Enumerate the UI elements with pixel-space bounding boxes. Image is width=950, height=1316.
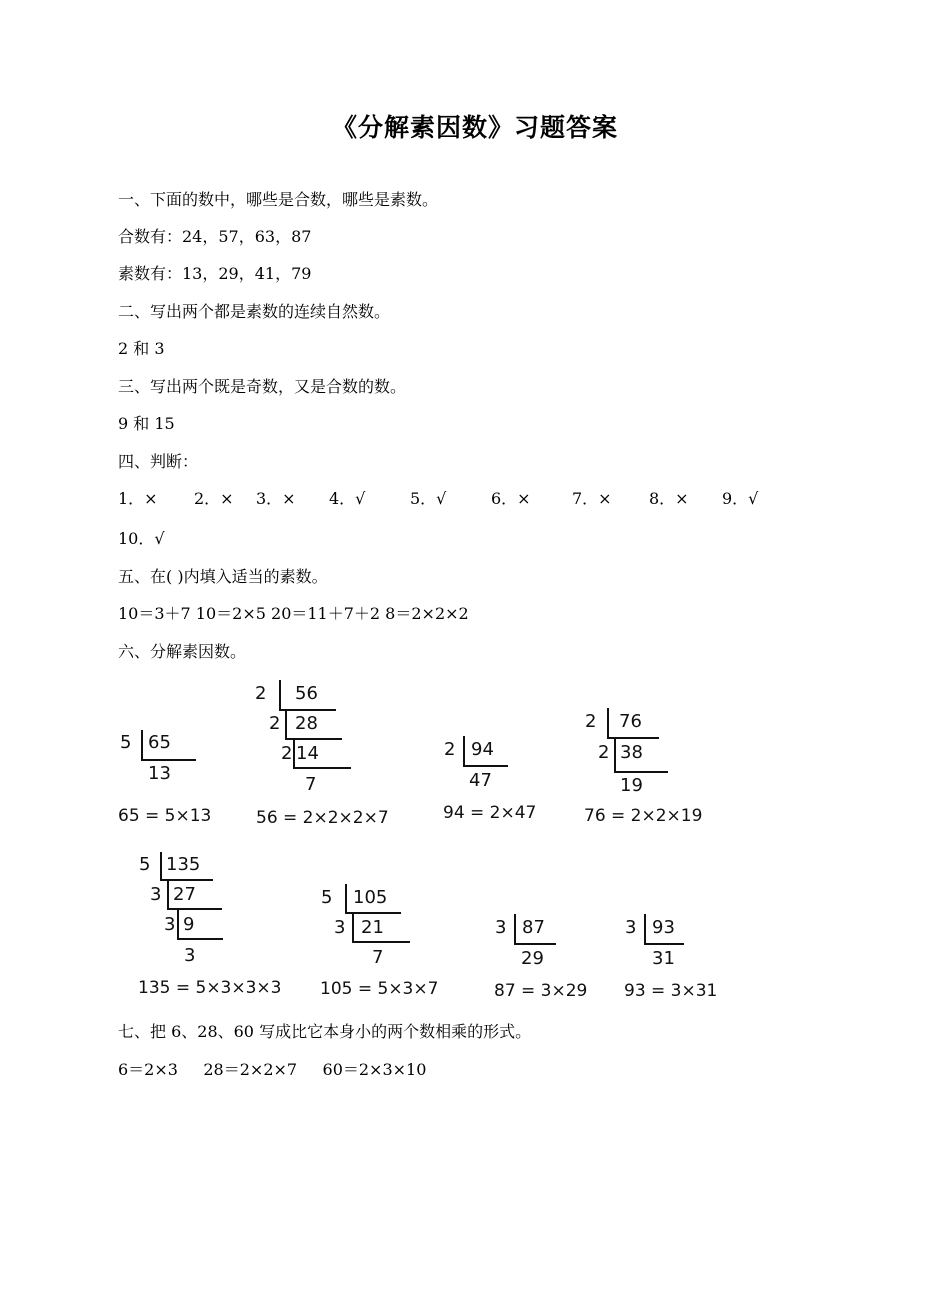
quotient: 31: [652, 948, 675, 969]
dividend: 105: [353, 887, 388, 908]
judge-item-2: 2．×: [194, 489, 234, 508]
judge-item-10: 10．√: [118, 529, 165, 548]
division-line: [514, 943, 556, 945]
divisor: 5: [120, 732, 132, 753]
section-5-heading: 五、在( )内填入适当的素数。: [118, 567, 328, 586]
factor-result: 94 = 2×47: [443, 803, 537, 823]
composite-answer: 合数有：24，57，63，87: [118, 227, 312, 246]
division-bar: [293, 738, 295, 768]
division-line: [167, 908, 222, 910]
dividend: 76: [619, 711, 642, 732]
section-5-answer: 10＝3＋7 10＝2×5 20＝11＋7＋2 8＝2×2×2: [118, 604, 469, 623]
division-bar: [167, 879, 169, 909]
dividend: 14: [296, 743, 319, 764]
prime-answer: 素数有：13，29，41，79: [118, 264, 312, 283]
section-3-heading: 三、写出两个既是奇数，又是合数的数。: [118, 377, 407, 396]
quotient: 47: [469, 770, 492, 791]
divisor: 5: [139, 854, 151, 875]
section-6-heading: 六、分解素因数。: [118, 642, 247, 661]
division-line: [352, 941, 410, 943]
factor-tree-87: [494, 914, 614, 1004]
judge-item-3: 3．×: [256, 489, 296, 508]
section-7-answer: 6＝2×3 28＝2×2×7 60＝2×3×10: [118, 1060, 427, 1079]
division-bar: [345, 884, 347, 913]
factor-tree-65: [118, 730, 238, 830]
division-line: [644, 943, 684, 945]
division-line: [279, 709, 336, 711]
dividend: 21: [361, 917, 384, 938]
division-bar: [160, 852, 162, 880]
factor-tree-56: [255, 680, 415, 830]
divisor: 2: [255, 683, 267, 704]
factor-tree-93: [624, 914, 744, 1004]
dividend: 87: [522, 917, 545, 938]
dividend: 94: [471, 739, 494, 760]
factor-tree-76: [583, 708, 723, 830]
divisor: 3: [334, 917, 346, 938]
divisor: 3: [150, 884, 162, 905]
division-bar: [614, 737, 616, 772]
section-4-heading: 四、判断：: [118, 452, 199, 471]
divisor: 2: [269, 713, 281, 734]
division-bar: [285, 709, 287, 739]
judge-item-9: 9．√: [722, 489, 759, 508]
division-line: [463, 765, 508, 767]
division-line: [177, 938, 223, 940]
division-bar: [141, 730, 143, 760]
section-7-heading: 七、把 6、28、60 写成比它本身小的两个数相乘的形式。: [118, 1022, 532, 1041]
division-line: [614, 771, 668, 773]
judge-item-6: 6．×: [491, 489, 531, 508]
dividend: 93: [652, 917, 675, 938]
quotient: 19: [620, 775, 643, 796]
division-bar: [177, 908, 179, 939]
judge-item-8: 8．×: [649, 489, 689, 508]
section-2-answer: 2 和 3: [118, 339, 165, 358]
factor-result: 56 = 2×2×2×7: [256, 808, 389, 828]
dividend: 56: [295, 683, 318, 704]
dividend: 38: [620, 742, 643, 763]
dividend: 28: [295, 713, 318, 734]
division-line: [293, 767, 351, 769]
dividend: 9: [183, 914, 195, 935]
divisor: 2: [585, 711, 597, 732]
quotient: 13: [148, 763, 171, 784]
quotient: 29: [521, 948, 544, 969]
quotient: 7: [305, 774, 317, 795]
page-title: 《分解素因数》习题答案: [331, 113, 618, 142]
factor-result: 135 = 5×3×3×3: [138, 978, 282, 998]
quotient: 7: [372, 947, 384, 968]
division-bar: [463, 736, 465, 766]
division-bar: [514, 914, 516, 944]
factor-result: 105 = 5×3×7: [320, 979, 439, 999]
divisor: 2: [444, 739, 456, 760]
factor-result: 93 = 3×31: [624, 981, 718, 1001]
divisor: 2: [281, 743, 293, 764]
judge-item-7: 7．×: [572, 489, 612, 508]
quotient: 3: [184, 945, 196, 966]
dividend: 27: [173, 884, 196, 905]
divisor: 3: [495, 917, 507, 938]
division-bar: [607, 708, 609, 738]
division-bar: [644, 914, 646, 944]
factor-result: 87 = 3×29: [494, 981, 588, 1001]
judge-item-5: 5．√: [410, 489, 447, 508]
section-3-answer: 9 和 15: [118, 414, 175, 433]
judge-item-4: 4．√: [329, 489, 366, 508]
factor-result: 76 = 2×2×19: [584, 806, 703, 826]
divisor: 2: [598, 742, 610, 763]
factor-tree-94: [443, 736, 563, 828]
dividend: 135: [166, 854, 201, 875]
division-bar: [279, 680, 281, 710]
divisor: 3: [625, 917, 637, 938]
division-line: [141, 759, 196, 761]
section-1-heading: 一、下面的数中，哪些是合数，哪些是素数。: [118, 190, 439, 209]
division-bar: [352, 912, 354, 942]
factor-tree-105: [320, 884, 460, 1004]
factor-result: 65 = 5×13: [118, 806, 212, 826]
factor-tree-135: [137, 852, 307, 1002]
section-2-heading: 二、写出两个都是素数的连续自然数。: [118, 302, 391, 321]
divisor: 3: [164, 914, 176, 935]
dividend: 65: [148, 732, 171, 753]
judge-item-1: 1．×: [118, 489, 158, 508]
divisor: 5: [321, 887, 333, 908]
